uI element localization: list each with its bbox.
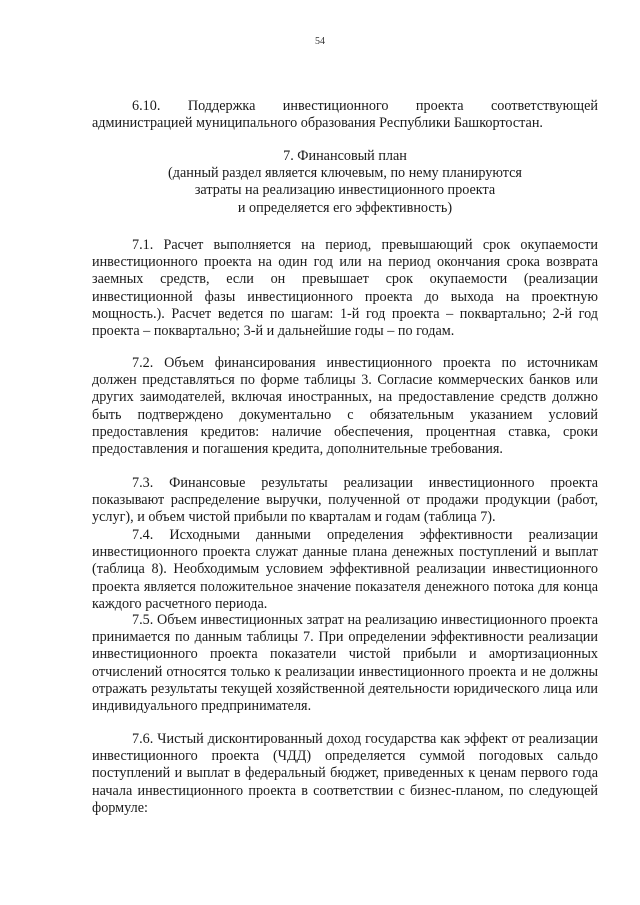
heading-line-2: затраты на реализацию инвестиционного проекта: [194, 182, 496, 199]
paragraph-7-4-text: 7.4. Исходными данными определения эффективности реализации инвестиционного проекта служат данные плана денежных поступлений и выплат (таблица 8). Необходимым условием эффективной реализации инвестиционного проекта является положительное значение показателя денежного потока для конца каждого расчетного периода.: [92, 527, 598, 612]
paragraph-7-2: [92, 355, 598, 458]
paragraph-7-6-text: 7.6. Чистый дисконтированный доход государства как эффект от реализации инвестиционного проекта (ЧДД) определяется суммой погодовых сальдо поступлений и выплат в федеральный бюджет, приведенных к ценам первого года начала инвестиционного проекта в соответствии с бизнес-планом, по следующей формуле:: [92, 731, 598, 816]
section-6-10-text: 6.10. Поддержка инвестиционного проекта соответствующей администрацией муниципального образования Республики Башкортостан.: [92, 98, 598, 132]
paragraph-7-2-text: 7.2. Объем финансирования инвестиционного проекта по источникам должен представляться по форме таблицы 3. Согласие коммерческих банков или других заимодателей, включая иностранных, на предоставление средств должно быть подтверждено документально с обязательным указанием условий предоставления кредитов: наличие обеспечения, процентная ставка, сроки предоставления и погашения кредита, дополнительные требования.: [92, 355, 598, 458]
paragraph-7-5: [92, 612, 598, 715]
paragraph-7-6: [92, 731, 598, 817]
paragraph-7-1: [92, 237, 598, 340]
paragraph-7-3-text: 7.3. Финансовые результаты реализации инвестиционного проекта показывают распределение выручки, полученной от продажи продукции (работ, услуг), и объем чистой прибыли по кварталам и годам (таблица 7).: [92, 475, 598, 526]
page-number: 54: [315, 36, 325, 47]
section-7-heading: [92, 148, 598, 217]
paragraph-7-5-text: 7.5. Объем инвестиционных затрат на реализацию инвестиционного проекта принимается по данным таблицы 7. При определении эффективности реализации инвестиционного проекта показатели чистой прибыли и амортизационных отчислений относятся только к реализации инвестиционного проекта и не должны отражать результаты текущей хозяйственной деятельности юридического лица или индивидуального предпринимателя.: [92, 612, 598, 715]
paragraph-7-3: [92, 475, 598, 527]
heading-line-1: (данный раздел является ключевым, по нему планируются: [168, 165, 522, 182]
heading-title: 7. Финансовый план: [283, 148, 407, 164]
section-6-10: [92, 98, 598, 132]
paragraph-7-4: [92, 527, 598, 613]
heading-line-3: и определяется его эффективность): [237, 199, 453, 216]
paragraph-7-1-text: 7.1. Расчет выполняется на период, превышающий срок окупаемости инвестиционного проекта на один год или на период окончания срока возврата заемных средств, если он превышает срок окупаемости (реализации инвестиционной фазы инвестиционного проекта до выхода на проектную мощность.). Расчет ведется по шагам: 1-й год проекта – поквартально; 2-й год проекта – поквартально; 3-й и дальнейшие годы – по годам.: [92, 237, 598, 340]
